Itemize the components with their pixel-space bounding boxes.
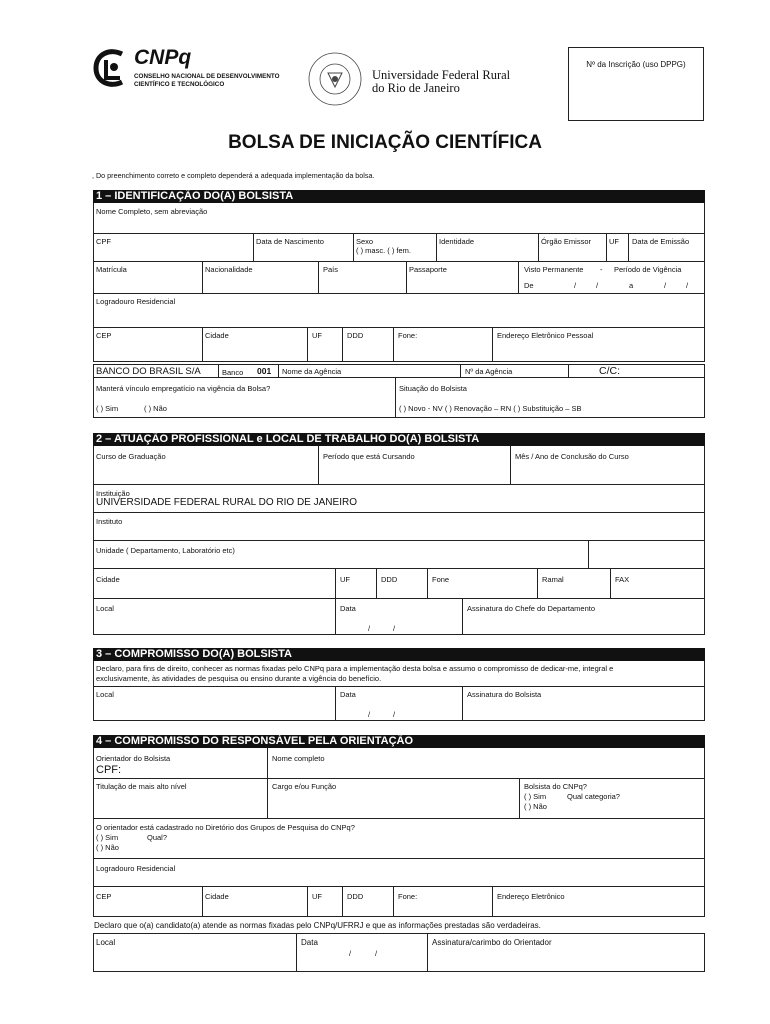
banco-nome: BANCO DO BRASIL S/A — [96, 366, 201, 377]
cnpq-subtitle-2: CIENTÍFICO E TECNOLÓGICO — [134, 81, 225, 88]
de-slash-1: / — [574, 281, 577, 290]
email-pessoal-label: Endereço Eletrônico Pessoal — [497, 331, 594, 340]
cidade-label: Cidade — [205, 331, 229, 340]
nome-agencia-label: Nome da Agência — [282, 367, 342, 376]
cnpq-logo — [92, 46, 292, 96]
uf4-label: UF — [312, 892, 322, 901]
bolsista-nao[interactable]: ( ) Não — [524, 802, 547, 811]
inscricao-label: Nº da Inscrição (uso DPPG) — [586, 60, 686, 69]
local-label: Local — [96, 604, 114, 613]
cnpq-name: CNPq — [134, 46, 192, 69]
inscricao-box[interactable] — [568, 47, 704, 121]
cargo-label: Cargo e/ou Função — [272, 782, 337, 791]
logradouro2-label: Logradouro Residencial — [96, 864, 176, 873]
data3-slash-1: / — [368, 710, 371, 719]
bolsista-cnpq-label: Bolsista do CNPq? — [524, 782, 587, 791]
orientador-label: Orientador do Bolsista — [96, 754, 171, 763]
local3-label: Local — [96, 690, 114, 699]
data-emissao-label: Data de Emissão — [632, 237, 690, 246]
vinculo-sim[interactable]: ( ) Sim — [96, 404, 119, 413]
declaro-orientador: Declaro que o(a) candidato(a) atende as normas fixadas pelo CNPq/UFRRJ e que as informações prestadas são verdadeiras. — [94, 921, 541, 930]
instituicao-label: Instituição — [96, 489, 130, 498]
page-title: BOLSA DE INICIAÇÃO CIENTÍFICA — [228, 132, 542, 153]
section-1-header: 1 – IDENTIFICAÇÃO DO(A) BOLSISTA — [93, 190, 705, 203]
cpf-label: CPF — [96, 237, 111, 246]
cadastrado-label: O orientador está cadastrado no Diretório dos Grupos de Pesquisa do CNPq? — [96, 823, 355, 832]
logradouro-label: Logradouro Residencial — [96, 297, 176, 306]
vinculo-label: Manterá vínculo empregatício na vigência da Bolsa? — [96, 384, 271, 393]
data-slash-1: / — [368, 624, 371, 633]
university-name-1: Universidade Federal Rural — [372, 68, 511, 82]
uf2-label: UF — [312, 331, 322, 340]
instituicao-value: UNIVERSIDADE FEDERAL RURAL DO RIO DE JANEIRO — [96, 497, 357, 508]
cep2-label: CEP — [96, 892, 112, 901]
conta-corrente-label: C/C: — [599, 365, 620, 377]
a-label: a — [629, 281, 634, 290]
visto-dash: - — [600, 265, 603, 274]
declaro-bolsista-2: exclusivamente, às atividades de pesquisa ou ensino durante a vigência do benefício. — [96, 674, 382, 683]
unidade-label: Unidade ( Departamento, Laboratório etc) — [96, 546, 235, 555]
instituto-label: Instituto — [96, 517, 123, 526]
cnpq-emblem-icon — [92, 48, 128, 90]
titulacao-label: Titulação de mais alto nível — [96, 782, 187, 791]
university-name-2: do Rio de Janeiro — [372, 81, 460, 95]
num-agencia-label: Nº da Agência — [465, 367, 513, 376]
qual-categoria-label: Qual categoria? — [567, 792, 620, 801]
a-slash-2: / — [686, 281, 689, 290]
sexo-options[interactable]: ( ) masc. ( ) fem. — [356, 246, 411, 255]
de-label: De — [524, 281, 534, 290]
nome-completo-label: Nome completo — [272, 754, 325, 763]
data4-slash-2: / — [375, 949, 378, 958]
ramal-label: Ramal — [542, 575, 564, 584]
periodo-vigencia-label: Período de Vigência — [614, 265, 682, 274]
assinatura-orientador-label: Assinatura/carimbo do Orientador — [432, 938, 552, 947]
nome-label: Nome Completo, sem abreviação — [96, 207, 208, 216]
conclusao-label: Mês / Ano de Conclusão do Curso — [515, 452, 629, 461]
bolsista-sim[interactable]: ( ) Sim — [524, 792, 547, 801]
visto-label: Visto Permanente — [524, 265, 584, 274]
qual-label: Qual? — [147, 833, 168, 842]
orgao-emissor-label: Órgão Emissor — [541, 237, 592, 246]
curso-label: Curso de Graduação — [96, 452, 166, 461]
assinatura-bolsista-label: Assinatura do Bolsista — [467, 690, 542, 699]
intro-note: , Do preenchimento correto e completo dependerá a adequada implementação da bolsa. — [92, 171, 375, 180]
ddd3-label: DDD — [347, 892, 364, 901]
a-slash-1: / — [664, 281, 667, 290]
de-slash-2: / — [596, 281, 599, 290]
ddd-label: DDD — [347, 331, 364, 340]
fax-label: FAX — [615, 575, 630, 584]
ufrrj-seal — [304, 50, 366, 108]
periodo-cursando-label: Período que está Cursando — [323, 452, 415, 461]
declaro-bolsista-1: Declaro, para fins de direito, conhecer as normas fixadas pelo CNPq para a implementação desta bolsa e assumo o compromisso de dedicar-me, integral e — [96, 664, 614, 673]
cadastrado-sim[interactable]: ( ) Sim — [96, 833, 119, 842]
data-label: Data — [340, 604, 356, 613]
sexo-label: Sexo — [356, 237, 374, 246]
cpf-orientador-label: CPF: — [96, 764, 122, 776]
data4-label: Data — [301, 938, 318, 947]
assinatura-chefe-label: Assinatura do Chefe do Departamento — [467, 604, 595, 613]
uf-label: UF — [609, 237, 619, 246]
matricula-label: Matrícula — [96, 265, 127, 274]
situacao-options[interactable]: ( ) Novo - NV ( ) Renovação – RN ( ) Substituição – SB — [399, 404, 582, 413]
fone2-label: Fone — [432, 575, 450, 584]
local4-label: Local — [96, 938, 116, 947]
data-nascimento-label: Data de Nascimento — [256, 237, 324, 246]
section-4-header: 4 – COMPROMISSO DO RESPONSÁVEL PELA ORIENTAÇÃO — [93, 735, 705, 748]
cep-label: CEP — [96, 331, 112, 340]
fone-label: Fone: — [398, 331, 418, 340]
ufrrj-seal-icon — [304, 50, 366, 108]
fone3-label: Fone: — [398, 892, 418, 901]
cidade2-label: Cidade — [96, 575, 120, 584]
cnpq-subtitle-1: CONSELHO NACIONAL DE DESENVOLVIMENTO — [134, 73, 280, 80]
section-3-header: 3 – COMPROMISSO DO(A) BOLSISTA — [93, 648, 705, 661]
banco-label: Banco — [222, 368, 244, 377]
uf3-label: UF — [340, 575, 350, 584]
data-slash-2: / — [393, 624, 396, 633]
data3-label: Data — [340, 690, 356, 699]
cidade3-label: Cidade — [205, 892, 229, 901]
banco-numero: 001 — [257, 366, 272, 376]
cpf-field[interactable] — [93, 233, 253, 261]
email-orientador-label: Endereço Eletrônico — [497, 892, 565, 901]
situacao-label: Situação do Bolsista — [399, 384, 467, 393]
passaporte-label: Passaporte — [409, 265, 447, 274]
identidade-label: Identidade — [439, 237, 475, 246]
cadastrado-nao[interactable]: ( ) Não — [96, 843, 119, 852]
vinculo-nao[interactable]: ( ) Não — [144, 404, 167, 413]
section-2-header: 2 – ATUAÇÃO PROFISSIONAL e LOCAL DE TRABALHO DO(A) BOLSISTA — [93, 433, 705, 446]
pais-label: País — [323, 265, 339, 274]
ddd2-label: DDD — [381, 575, 398, 584]
data3-slash-2: / — [393, 710, 396, 719]
nacionalidade-label: Nacionalidade — [205, 265, 253, 274]
data4-slash-1: / — [349, 949, 352, 958]
